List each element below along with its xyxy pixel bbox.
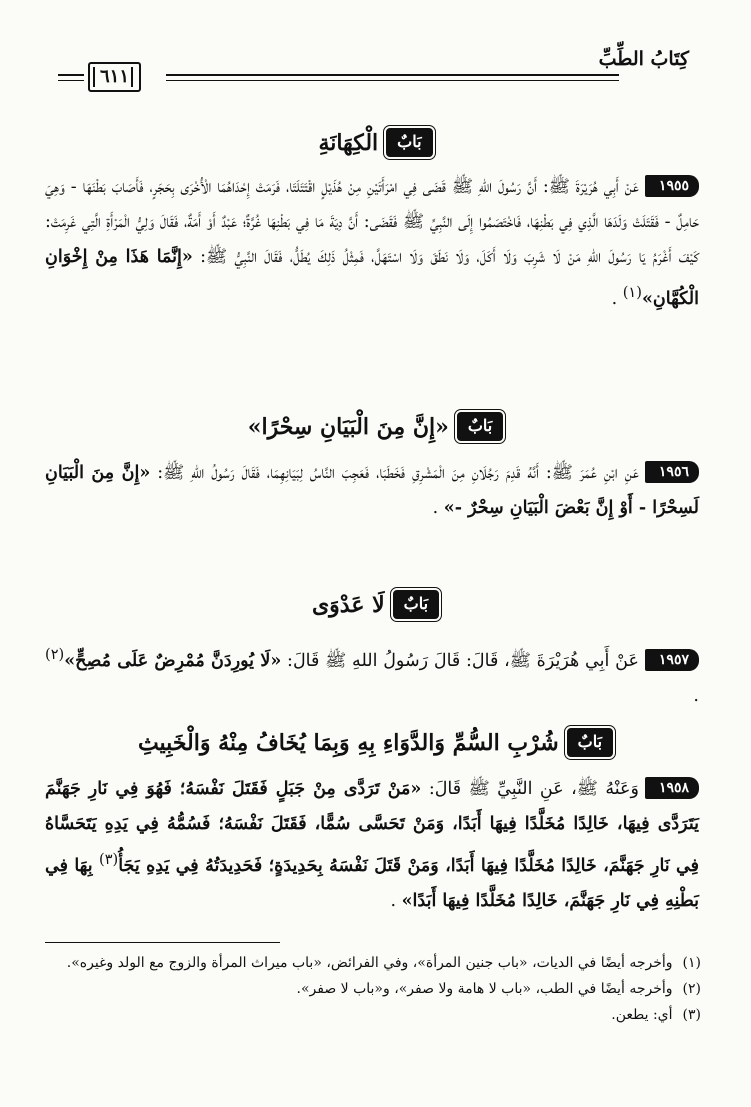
page-number: ٦١١	[88, 62, 141, 92]
bab-badge: بَابٌ	[393, 590, 439, 619]
hadith-text: عَنِ ابْنِ عُمَرَ ﷺ: أَنَّهُ قَدِمَ رَجُلَانِ مِنَ الْمَشْرِقِ فَخَطَبَا، فَعَجِبَ النَّاسُ لِبَيَانِهِمَا، فَقَالَ رَسُولُ اللهِ ﷺ:	[150, 463, 639, 483]
footnote-text: وأخرجه أيضًا في الديات، «باب جنين المرأة»، وفي الفرائض، «باب ميراث المرأة والزوج مع الولد وغيره».	[66, 955, 673, 971]
footnote-ref: (٢)	[45, 646, 65, 663]
chapter-heading	[0, 412, 751, 441]
hadith-number: ١٩٥٧	[645, 649, 699, 671]
hadith-text: عَنْ أَبِي هُرَيْرَةَ ﷺ، قَالَ: قَالَ رَسُولُ اللهِ ﷺ قَالَ:	[281, 650, 639, 671]
hadith-tail: .	[432, 498, 444, 518]
header-rule-thin	[166, 80, 619, 81]
hadith-number: ١٩٥٥	[645, 175, 699, 197]
footnote-ref: (٣)	[99, 851, 119, 868]
footnotes	[45, 950, 701, 1028]
hadith-text: عَنْ أَبِي هُرَيْرَةَ ﷺ: أَنَّ رَسُولَ اللهِ ﷺ قَضَى فِي امْرَأَتَيْنِ مِنْ هُذَيْلٍ اقْتَتَلَتَا، فَرَمَتْ إِحْدَاهُمَا الْأُخْرَى بِحَجَرٍ، فَأَصَابَ بَطْنَهَا - وَهِيَ حَامِلٌ - فَقَتَلَتْ وَلَدَهَا الَّذِي فِي بَطْنِهَا، فَاخْتَصَمُوا إِلَى النَّبِيِّ ﷺ فَقَضَى: أَنَّ دِيَةَ مَا فِي بَطْنِهَا غُرَّةٌ؛ عَبْدٌ أَوْ أَمَةٌ، فَقَالَ وَلِيُّ الْمَرْأَةِ الَّتِي غَرِمَتْ: كَيْفَ أَغْرَمُ يَا رَسُولَ اللهِ مَنْ لَا شَرِبَ وَلَا أَكَلَ، وَلَا نَطَقَ وَلَا اسْتَهَلَّ، فَمِثْلُ ذَلِكَ يُطَلُّ، فَقَالَ النَّبِيُّ ﷺ:	[45, 177, 699, 267]
footnote-number: (٣)	[682, 1007, 701, 1023]
hadith-tail: .	[611, 288, 623, 309]
hadith-paragraph	[45, 456, 699, 526]
chapter-title: «إِنَّ مِنَ الْبَيَانِ سِحْرًا»	[247, 413, 449, 440]
footnote-text: أي: يطعن.	[611, 1007, 673, 1023]
page-header	[58, 46, 689, 96]
chapter-heading	[0, 590, 751, 619]
header-rule-left	[58, 74, 84, 76]
prophetic-saying-end: بِهَا فِي بَطْنِهِ فِي نَارِ جَهَنَّمَ، خَالِدًا مُخَلَّدًا فِيهَا أَبَدًا»	[45, 855, 699, 911]
footnote-number: (٢)	[682, 981, 701, 997]
bab-badge: بَابٌ	[386, 128, 432, 157]
prophetic-saying: «إِنَّمَا هَذَا مِنْ إِخْوَانِ الْكُهَّانِ»	[45, 247, 699, 309]
chapter-heading	[0, 728, 751, 757]
bab-badge: بَابٌ	[567, 728, 613, 757]
footnote-ref: (١)	[622, 284, 642, 301]
hadith-number: ١٩٥٨	[645, 777, 699, 799]
hadith-text: وَعَنْهُ ﷺ، عَنِ النَّبِيِّ ﷺ قَالَ:	[421, 779, 639, 799]
hadith-number: ١٩٥٦	[645, 461, 699, 483]
chapter-title: شُرْبِ السُّمِّ وَالدَّوَاءِ بِهِ وَبِمَا يُخَافُ مِنْهُ وَالْخَبِيثِ	[137, 729, 559, 756]
chapter-title: لَا عَدْوَى	[311, 591, 385, 618]
hadith-paragraph	[45, 170, 699, 317]
footnote-number: (١)	[682, 955, 701, 971]
hadith-tail: .	[390, 890, 402, 911]
chapter-title: الْكِهَانَةِ	[318, 129, 379, 156]
prophetic-saying: «مَنْ تَرَدَّى مِنْ جَبَلٍ فَقَتَلَ نَفْسَهُ؛ فَهُوَ فِي نَارِ جَهَنَّمَ يَتَرَدَّى فِيهَا، خَالِدًا مُخَلَّدًا فِيهَا أَبَدًا، وَمَنْ تَحَسَّى سُمًّا، فَقَتَلَ نَفْسَهُ؛ فَسُمُّهُ فِي يَدِهِ يَتَحَسَّاهُ فِي نَارِ جَهَنَّمَ، خَالِدًا مُخَلَّدًا فِيهَا أَبَدًا، وَمَنْ قَتَلَ نَفْسَهُ بِحَدِيدَةٍ؛ فَحَدِيدَتُهُ فِي يَدِهِ يَجَأُ	[45, 779, 699, 876]
header-rule-left-thin	[58, 80, 84, 81]
chapter-heading	[0, 128, 751, 157]
prophetic-saying: «لَا يُورِدَنَّ مُمْرِضٌ عَلَى مُصِحٍّ»	[64, 650, 282, 671]
hadith-paragraph	[45, 637, 699, 714]
hadith-tail: .	[693, 685, 699, 706]
bab-badge: بَابٌ	[457, 412, 503, 441]
book-title: كِتَابُ الطِّبِّ	[598, 48, 689, 70]
hadith-paragraph	[45, 772, 699, 919]
header-rule	[166, 74, 619, 76]
footnote-separator	[45, 942, 280, 943]
footnote-item	[45, 950, 701, 976]
footnote-item	[45, 976, 701, 1002]
footnote-item	[45, 1002, 701, 1028]
prophetic-saying: «إِنَّ مِنَ الْبَيَانِ لَسِحْرًا - أَوْ إِنَّ بَعْضَ الْبَيَانِ سِحْرٌ -»	[45, 463, 699, 518]
footnote-text: وأخرجه أيضًا في الطب، «باب لا هامة ولا صفر»، و«باب لا صفر».	[296, 981, 673, 997]
